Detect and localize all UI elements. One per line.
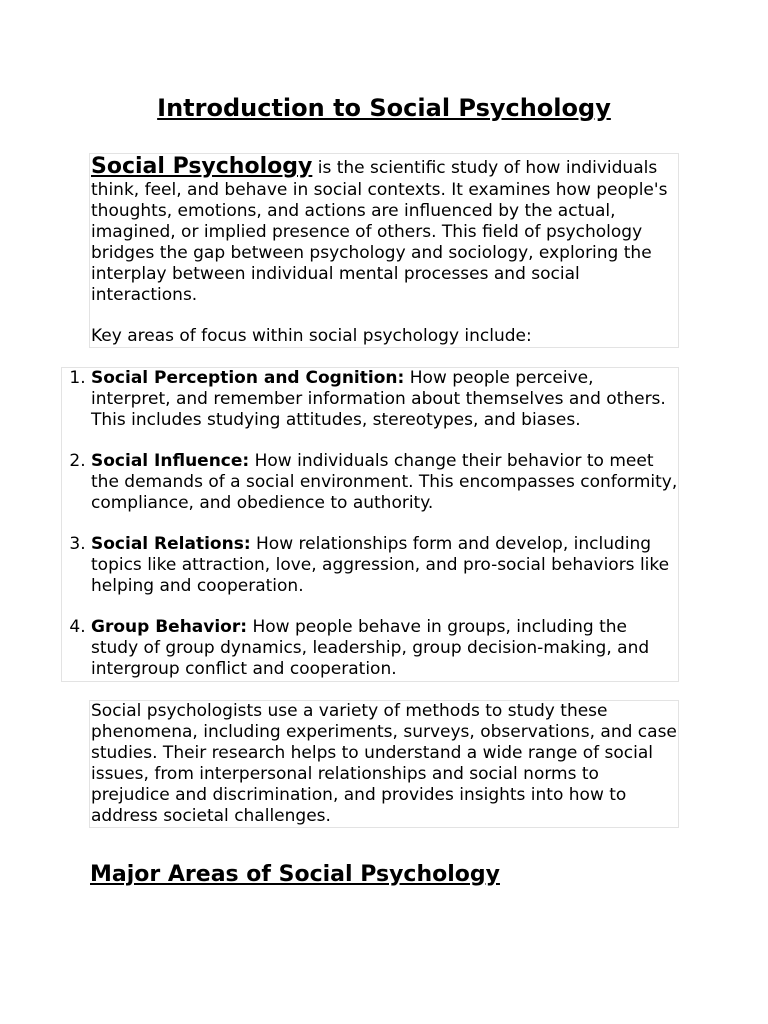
lead-term: Social Psychology (91, 154, 313, 179)
key-areas-list-section (61, 367, 679, 682)
list-item-text: How people behave in groups, including the study of group dynamics, leadership, group decision-making, and intergroup conflict and cooperation. (91, 617, 650, 679)
list-item-term: Group Behavior: (91, 617, 248, 637)
list-item-text: How individuals change their behavior to meet the demands of a social environment. This encompasses conformity, compliance, and obedience to authority. (91, 451, 678, 513)
intro-text: is the scientific study of how individuals think, feel, and behave in social contexts. It examines how people's thoughts, emotions, and actions are influenced by the actual, imagined, or implied presence of others. This field of psychology bridges the gap between psychology and sociology, exploring the interplay between individual mental processes and social interactions. (91, 158, 668, 305)
list-item (91, 451, 678, 514)
intro-paragraph (91, 154, 678, 306)
list-item-text: How relationships form and develop, including topics like attraction, love, aggression, and pro-social behaviors like helping and cooperation. (91, 534, 670, 596)
list-item-term: Social Relations: (91, 534, 251, 554)
list-item (91, 368, 678, 431)
methods-paragraph: Social psychologists use a variety of methods to study these phenomena, including experiments, surveys, observations, and case studies. Their research helps to understand a wide range of social issues, from interpersonal relationships and social norms to prejudice and discrimination, and provides insights into how to address societal challenges. (91, 701, 677, 826)
list-item-term: Social Influence: (91, 451, 250, 471)
methods-section (89, 700, 679, 828)
list-item-term: Social Perception and Cognition: (91, 368, 405, 388)
key-areas-intro: Key areas of focus within social psychology include: (91, 326, 532, 346)
list-item (91, 534, 678, 597)
key-areas-list (62, 368, 678, 680)
list-item-text: How people perceive, interpret, and remember information about themselves and others. This includes studying attitudes, stereotypes, and biases. (91, 368, 666, 430)
document-title: Introduction to Social Psychology (157, 94, 611, 122)
section-heading: Major Areas of Social Psychology (90, 862, 500, 887)
intro-section (89, 153, 679, 348)
list-item (91, 617, 678, 680)
